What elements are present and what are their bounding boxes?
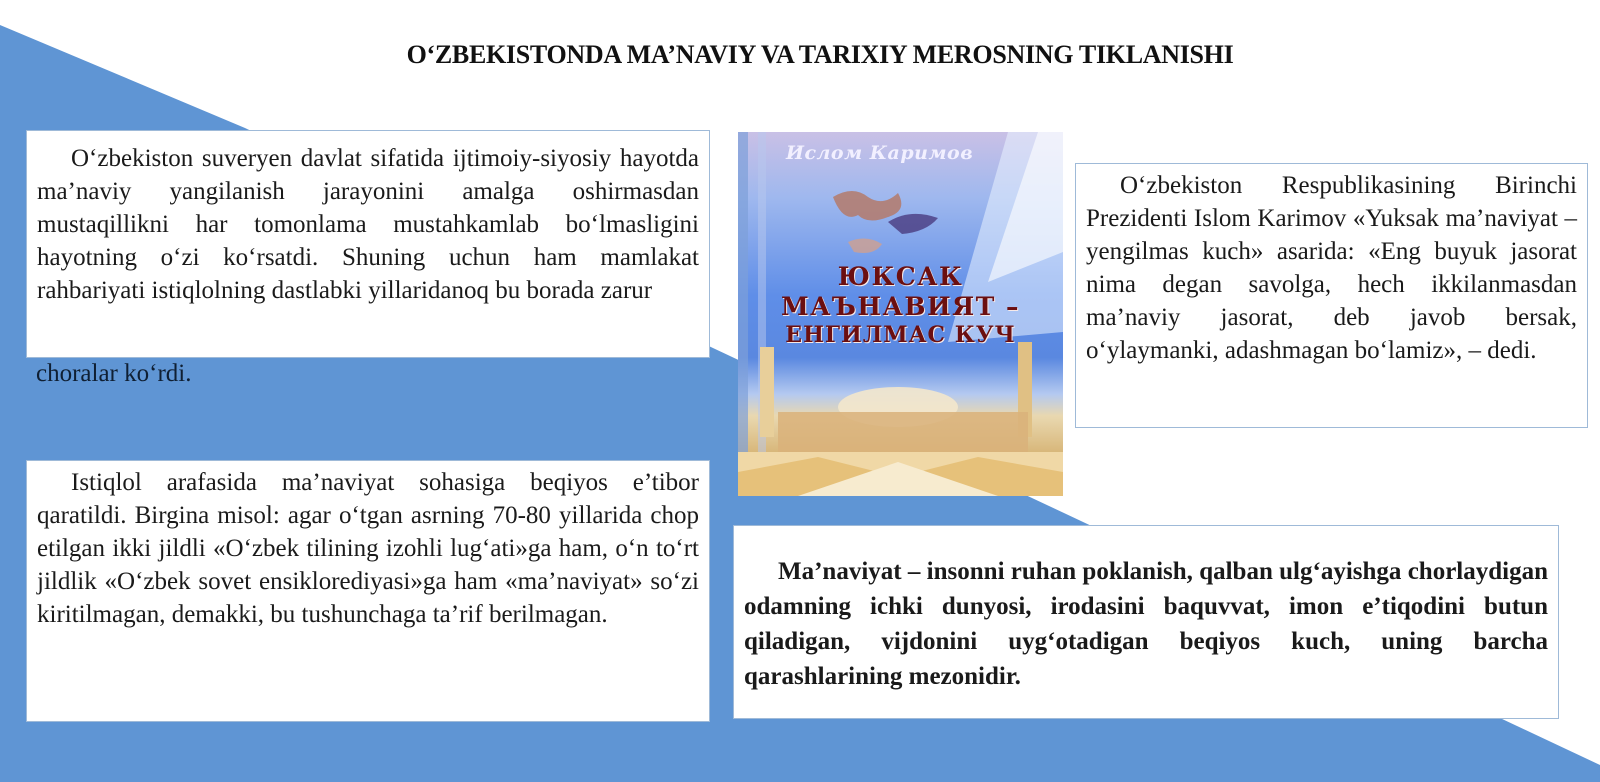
- text-box-definition: [733, 525, 1559, 719]
- text-box-sovereignty: [26, 130, 710, 358]
- paragraph-independence-eve: Istiqlol arafasida ma’naviyat sohasiga beqiyos e’tibor qaratildi. Birgina misol: agar o‘tgan asrning 70-80 yillarida chop etilgan ikki jildli «O‘zbek tilining izohli lug‘ati»ga ham, o‘n to‘rt jildlik «O‘zbek sovet ensiklorediyasi»ga ham «ma’naviyat» so‘zi kiritilmagan, demakki, bu tushunchaga ta’rif berilmagan.: [37, 469, 699, 628]
- paragraph-sovereignty-tail: choralar ko‘rdi.: [36, 360, 192, 387]
- text-box-independence-eve: [26, 460, 710, 722]
- paragraph-karimov-quote: O‘zbekiston Respublikasining Birinchi Prezidenti Islom Karimov «Yuksak ma’naviyat – yengilmas kuch» asarida: «Eng buyuk jasorat nima degan savolga, hech ikkilanmasdan ma’naviy jasorat, deb javob bersak, o‘ylaymanki, adashmagan bo‘lamiz», – dedi.: [1086, 172, 1577, 364]
- slide-title: O‘ZBEKISTONDA MA’NAVIY VA TARIXIY MEROSNING TIKLANISHI: [406, 40, 1234, 69]
- book-title-line-3: ЕНГИЛМАС КУЧ: [785, 322, 1016, 348]
- text-box-karimov-quote: [1075, 163, 1588, 428]
- book-title-line-1: ЮКСАК: [837, 262, 964, 291]
- book-cover-image: [738, 132, 1063, 496]
- book-author: Ислом Каримов: [786, 142, 974, 164]
- paragraph-definition: Ma’naviyat – insonni ruhan poklanish, qalban ulg‘ayishga chorlaydigan odamning ichki dunyosi, irodasini baquvvat, imon e’tiqodini butun qiladigan, vijdonini uyg‘otadigan beqiyos kuch, uning barcha qarashlarining mezonidir.: [744, 558, 1548, 690]
- paragraph-sovereignty: O‘zbekiston suveryen davlat sifatida ijtimoiy-siyosiy hayotda ma’naviy yangilanish jarayonini amalga oshirmasdan mustaqillikni har tomonlama mustahkamlab bo‘lmasligini hayotning o‘zi ko‘rsatdi. Shuning uchun ham mamlakat rahbariyati istiqlolning dastlabki yillaridanoq bu borada zarur: [37, 145, 699, 304]
- book-title-line-2: МАЪНАВИЯТ –: [780, 292, 1021, 321]
